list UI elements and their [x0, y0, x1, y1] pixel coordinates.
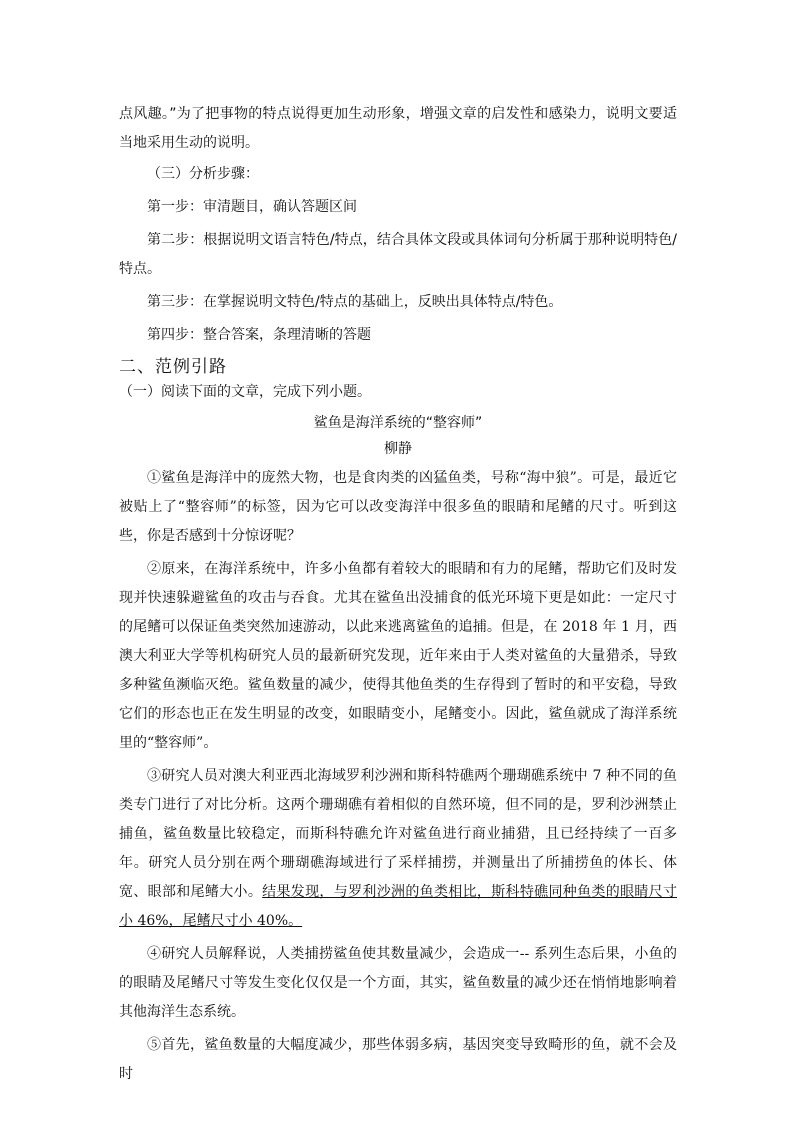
step-1: 第一步：审清题目，确认答题区间	[147, 199, 357, 215]
article-title: 鲨鱼是海洋系统的“整容师”	[313, 415, 483, 431]
section-title: 二、范例引路	[119, 357, 227, 377]
article	[119, 410, 677, 1089]
article-paragraph-3	[119, 762, 677, 936]
task-instruction: （一）阅读下面的文章，完成下列小题。	[119, 384, 371, 400]
steps-heading: （三）分析步骤：	[147, 166, 259, 182]
intro-paragraph: 点风趣。”为了把事物的特点说得更加生动形象，增强文章的启发性和感染力，说明文要适当地采用生动的说明。	[119, 106, 677, 151]
steps-block	[119, 160, 677, 350]
paragraph-3-underlined-result: 结果发现，与罗利沙洲的鱼类相比，斯科特礁同种鱼类的眼睛尺寸小 46%，尾鳍尺寸小 40%。	[119, 884, 678, 929]
article-author: 柳静	[384, 441, 412, 457]
step-3: 第三步：在掌握说明文特色/特点的基础上，反映出具体特点/特色。	[147, 294, 563, 310]
article-paragraph-4: ④研究人员解释说，人类捕捞鲨鱼使其数量减少，会造成一-- 系列生态后果，小鱼的的眼睛及尾鳍尺寸等发生变化仅仅是一个方面，其实，鲨鱼数量的减少还在悄悄地影响着其他海洋生态系统。	[119, 946, 677, 1020]
paragraph-3-text: ③研究人员对澳大利亚西北海域罗利沙洲和斯科特礁两个珊瑚礁系统中 7 种不同的鱼类专门进行了对比分析。这两个珊瑚礁有着相似的自然环境，但不同的是，罗利沙洲禁止捕鱼，鲨鱼数量比较稳定，而斯科特礁允许对鲨鱼进行商业捕猎，且已经持续了一百多年。研究人员分别在两个珊瑚礁海域进行了采样捕捞，并测量出了所捕捞鱼的体长、体宽、眼部和尾鳍大小。	[119, 768, 677, 900]
article-paragraph-2: ②原来，在海洋系统中，许多小鱼都有着较大的眼睛和有力的尾鳍，帮助它们及时发现并快速躲避鲨鱼的攻击与吞食。尤其在鲨鱼出没捕食的低光环境下更是如此：一定尺寸的尾鳍可以保证鱼类突然加速游动，以此来逃离鲨鱼的追捕。但是，在 2018 年 1 月，西澳大利亚大学等机构研究人员的最新研究发现，近年来由于人类对鲨鱼的大量猎杀，导致多种鲨鱼濒临灭绝。鲨鱼数量的减少，使得其他鱼类的生存得到了暂时的和平安稳，导致它们的形态也正在发生明显的改变，如眼睛变小，尾鳍变小。因此，鲨鱼就成了海洋系统里的“整容师”。	[119, 561, 677, 751]
article-paragraph-5: ⑤首先，鲨鱼数量的大幅度减少，那些体弱多病，基因突变导致畸形的鱼，就不会及时	[119, 1037, 677, 1082]
section-2	[119, 354, 677, 404]
article-paragraph-1: ①鲨鱼是海洋中的庞然大物，也是食肉类的凶猛鱼类，号称“海中狼”。可是，最近它被贴上了“整容师”的标签，因为它可以改变海洋中很多鱼的眼睛和尾鳍的尺寸。听到这些，你是否感到十分惊讶呢？	[119, 470, 677, 544]
step-2: 第二步：根据说明文语言特色/特点，结合具体文段或具体词句分析属于那种说明特色/特点。	[119, 232, 677, 277]
intro-block	[119, 100, 677, 158]
step-4: 第四步：整合答案，条理清晰的答题	[147, 327, 371, 343]
